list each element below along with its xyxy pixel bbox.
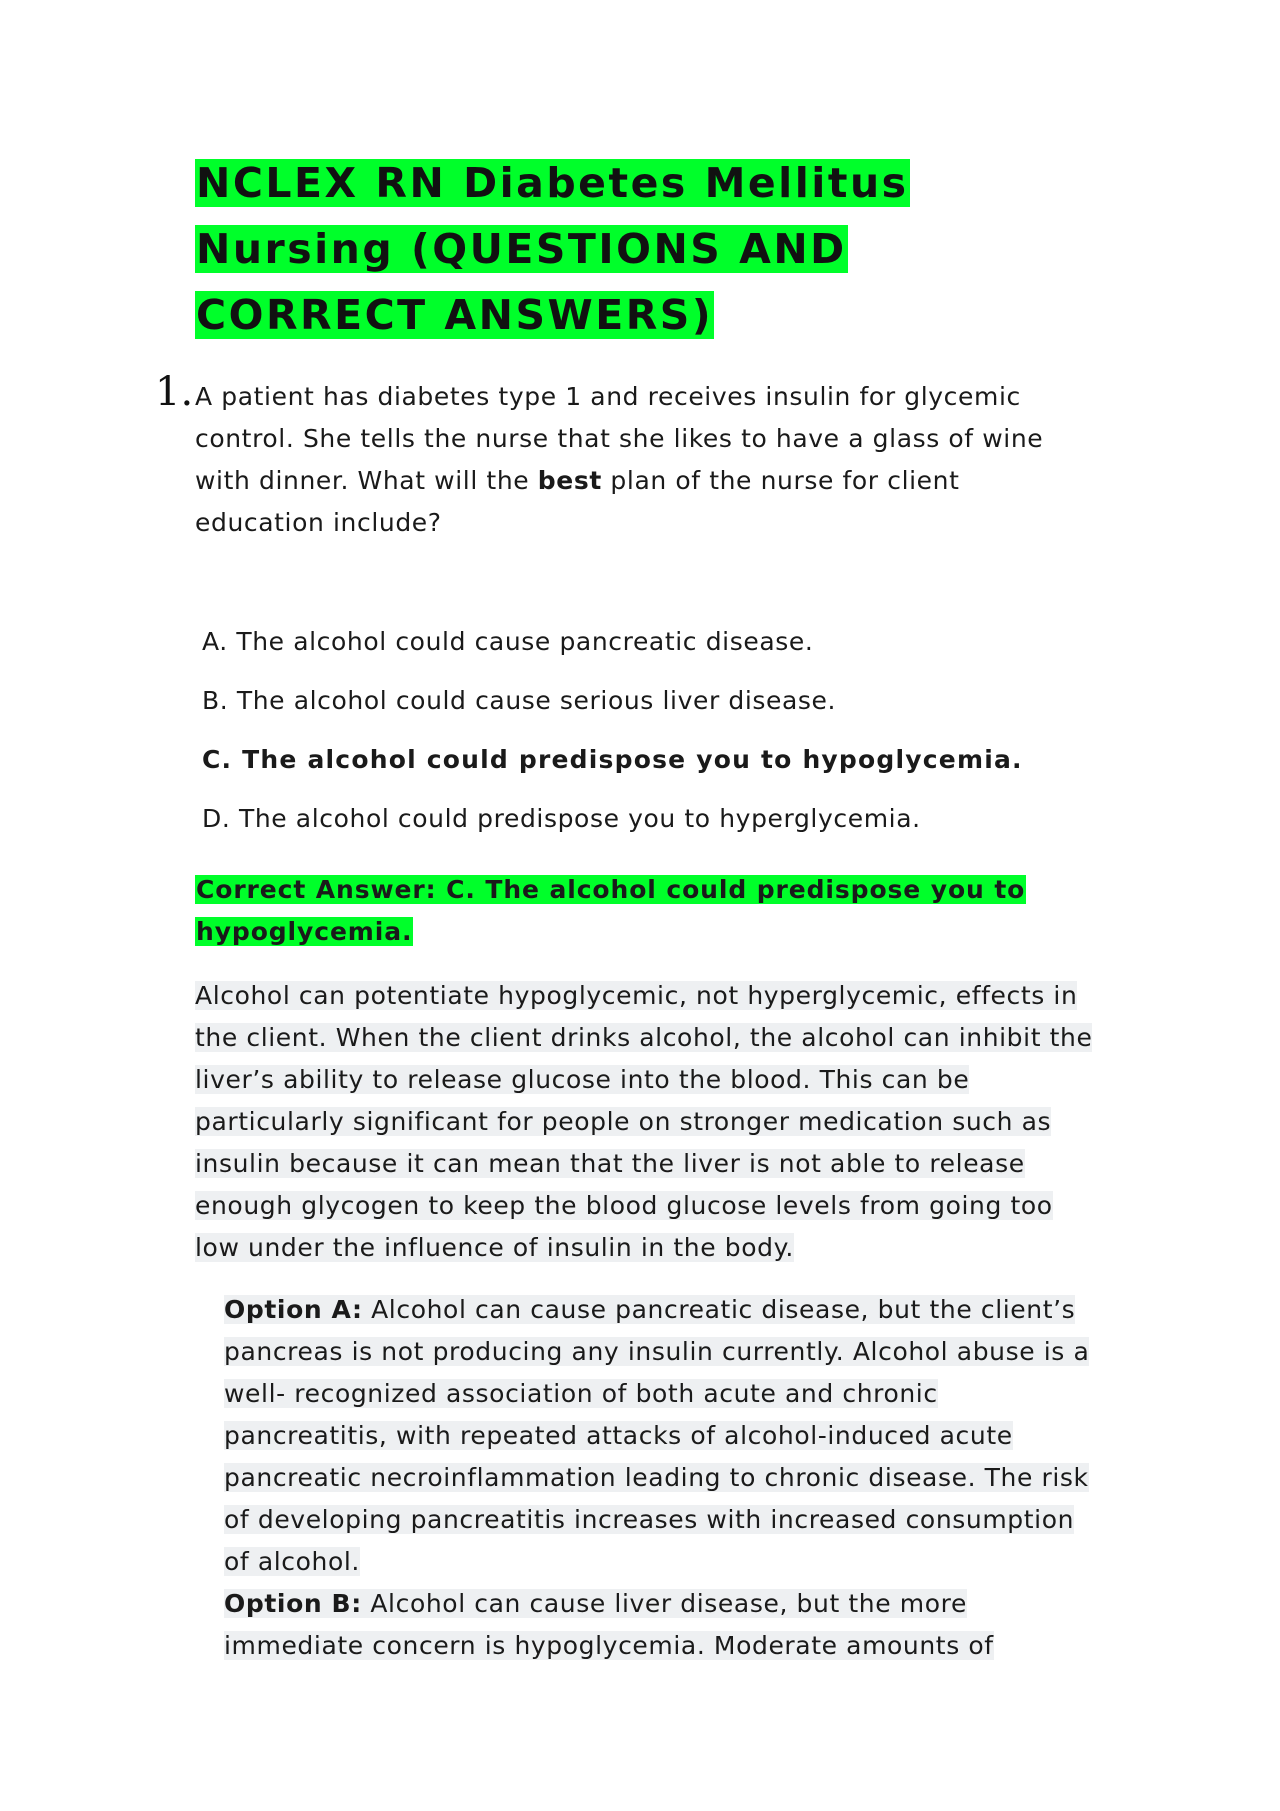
option-c: C. The alcohol could predispose you to hypoglycemia.	[202, 745, 1023, 774]
question-text-emphasis: best	[537, 466, 602, 495]
option-explanations	[224, 1289, 1104, 1667]
option-a-label: Option A:	[224, 1295, 363, 1324]
document-title	[195, 150, 1095, 348]
question-number: 1.	[155, 369, 194, 415]
option-b-explanation	[224, 1583, 1104, 1667]
question-text-after: plan of the nurse for client education include?	[195, 466, 960, 537]
title-highlight: NCLEX RN Diabetes Mellitus Nursing (QUESTIONS AND CORRECT ANSWERS)	[196, 159, 909, 339]
question-text	[195, 376, 1075, 544]
option-a-text: Alcohol can cause pancreatic disease, but the client’s pancreas is not producing any insulin currently. Alcohol abuse is a well- recognized association of both acute and chronic pancreatitis, with repeated attacks of alcohol-induced acute pancreatic necroinflammation leading to chronic disease. The risk of developing pancreatitis increases with increased consumption of alcohol.	[224, 1295, 1090, 1576]
answer-options-list	[202, 612, 1023, 848]
option-a-explanation	[224, 1289, 1104, 1583]
option-d: D. The alcohol could predispose you to hyperglycemia.	[202, 804, 921, 833]
option-b: B. The alcohol could cause serious liver disease.	[202, 686, 837, 715]
correct-answer-highlight: Correct Answer: C. The alcohol could predispose you to hypoglycemia.	[196, 875, 1026, 946]
question-text-before: A patient has diabetes type 1 and receives insulin for glycemic control. She tells the nurse that she likes to have a glass of wine with dinner. What will the	[195, 382, 1044, 495]
rationale-text: Alcohol can potentiate hypoglycemic, not hyperglycemic, effects in the client. When the client drinks alcohol, the alcohol can inhibit the liver’s ability to release glucose into the blood. This can be particularly significant for people on stronger medication such as insulin because it can mean that the liver is not able to release enough glycogen to keep the blood glucose levels from going too low under the influence of insulin in the body.	[195, 981, 1093, 1262]
option-b-label: Option B:	[224, 1589, 362, 1618]
option-b-text: Alcohol can cause liver disease, but the more immediate concern is hypoglycemia. Moderate amounts of	[224, 1589, 994, 1660]
option-a: A. The alcohol could cause pancreatic disease.	[202, 627, 814, 656]
rationale-paragraph	[195, 975, 1100, 1269]
correct-answer	[195, 869, 1075, 953]
